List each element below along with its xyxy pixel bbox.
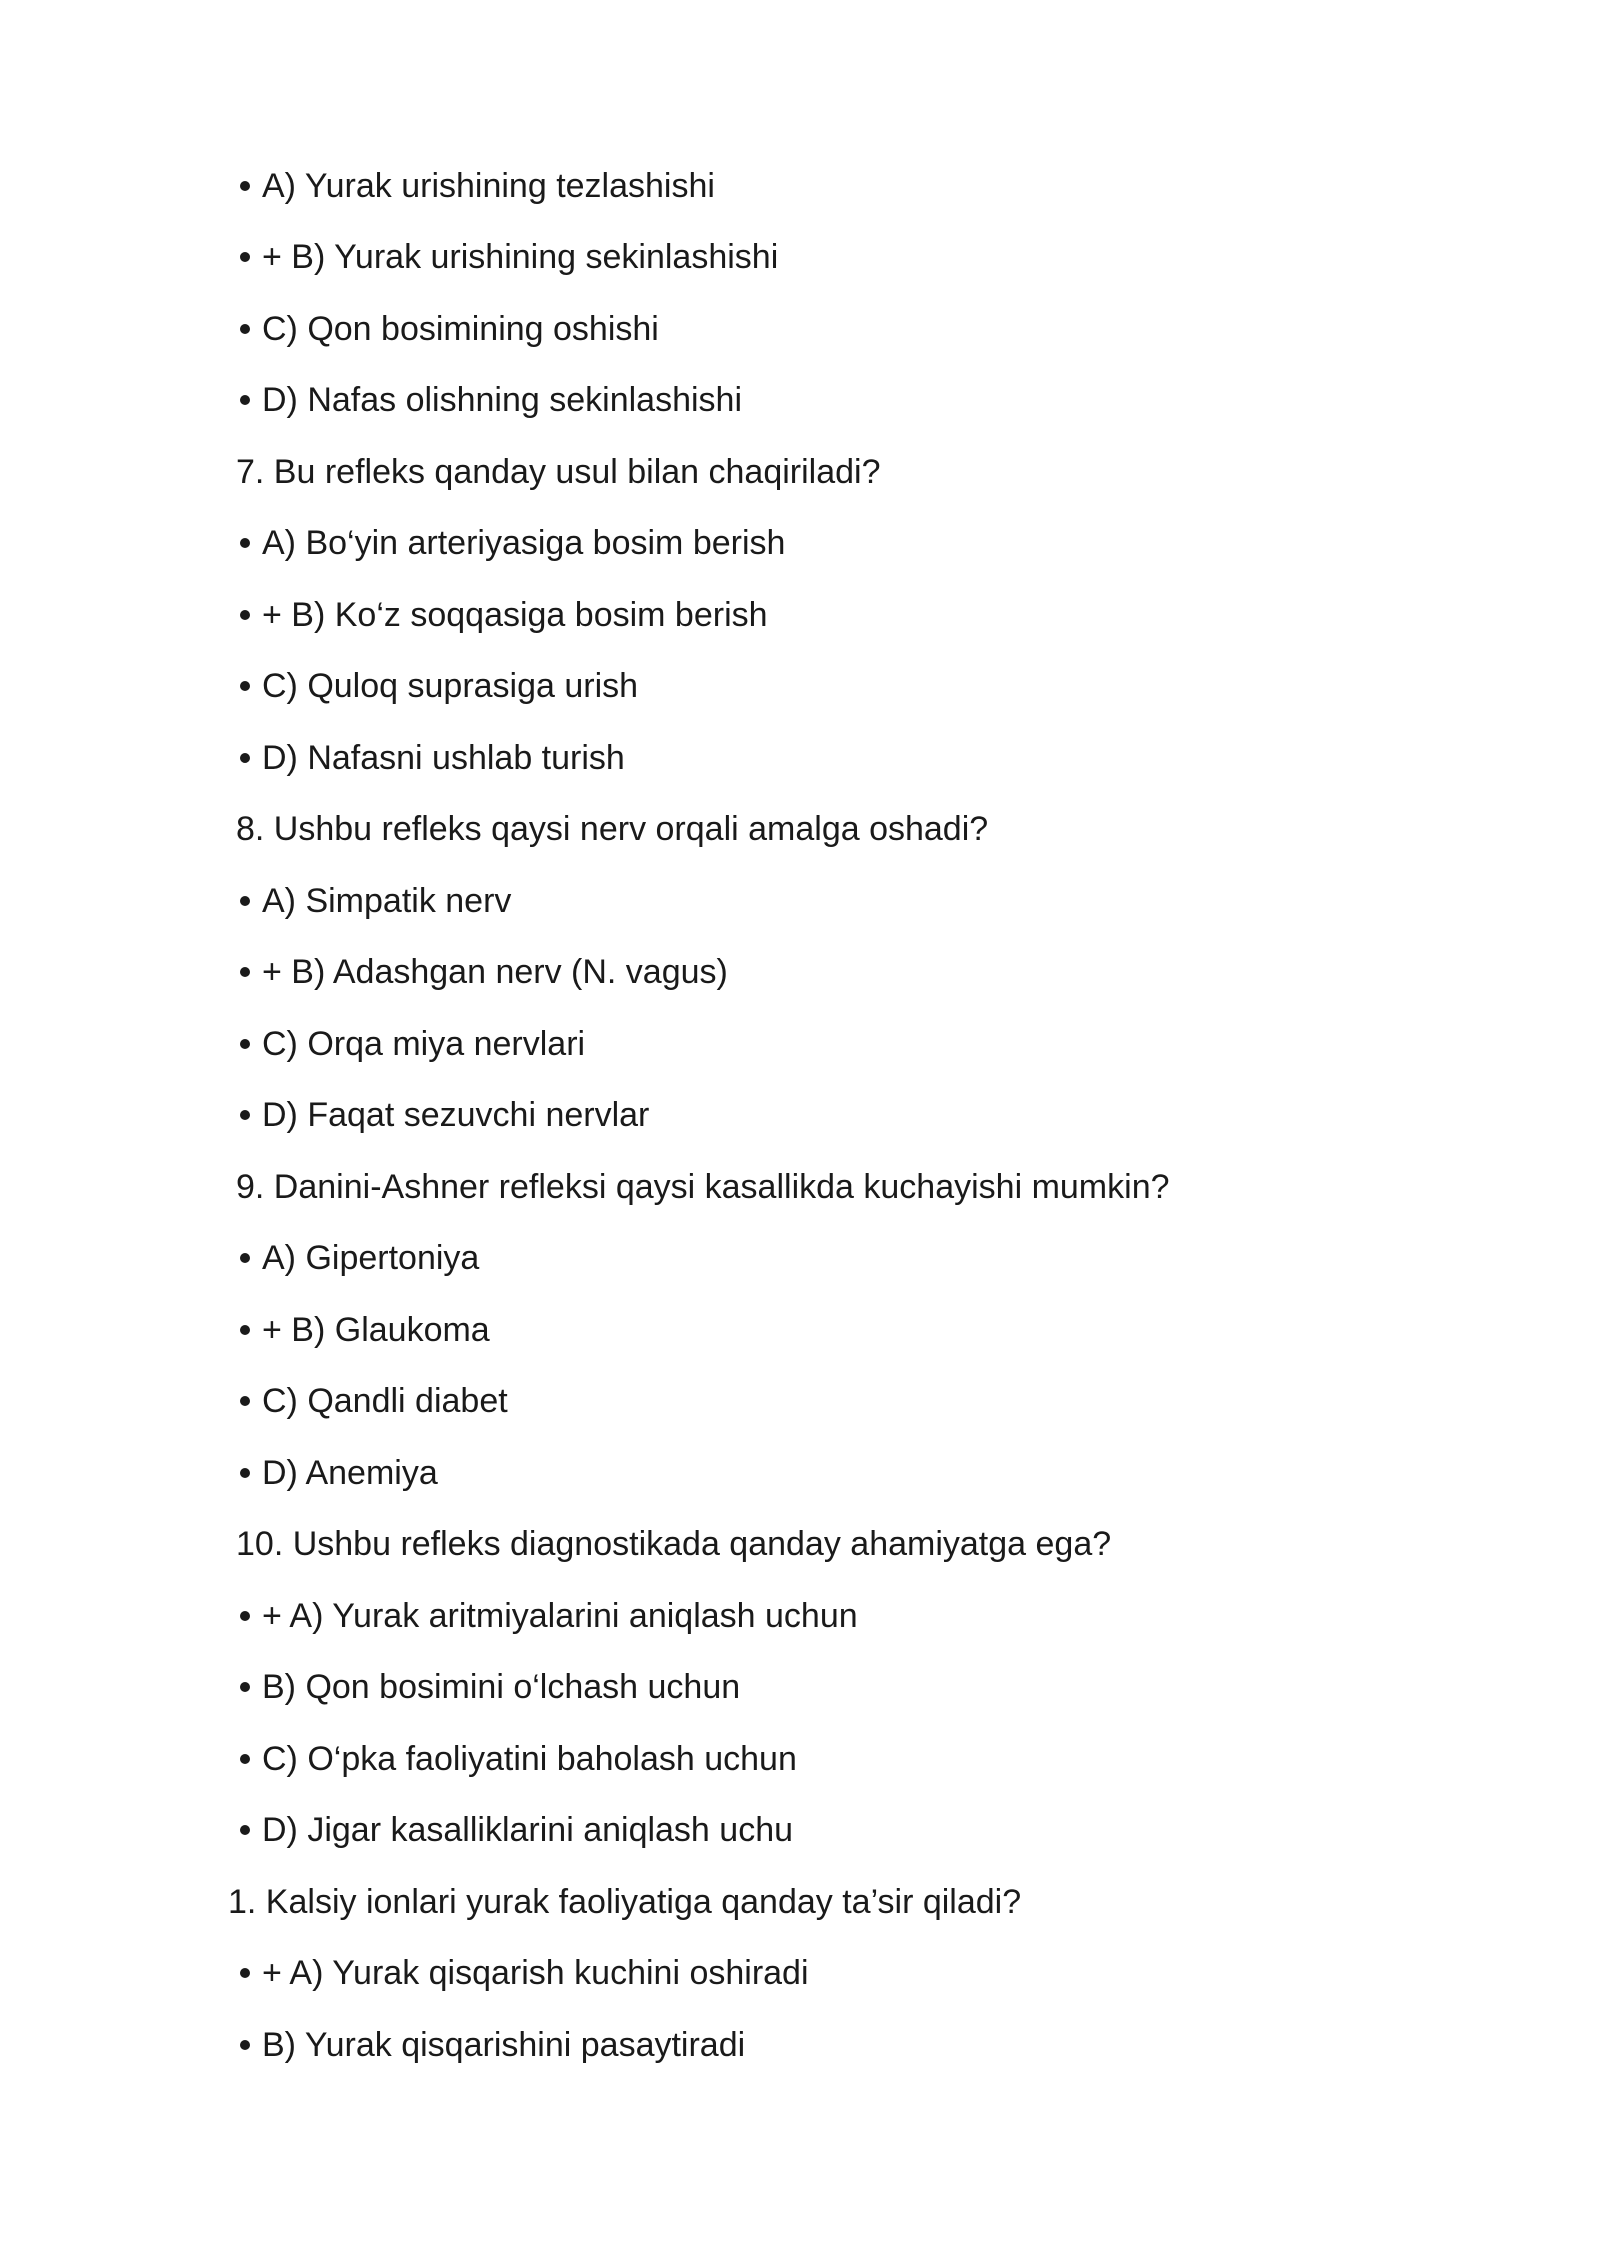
list-item [236,937,1436,1009]
list-item [236,1080,1436,1152]
list-item [236,1795,1436,1867]
bullet-icon [240,1968,250,1978]
bullet-icon [240,1611,250,1621]
option-text: + A) Yurak qisqarish kuchini oshiradi [262,1954,809,1993]
option-text: + B) Glaukoma [262,1310,490,1349]
bullet-icon [240,1754,250,1764]
list-item [236,1223,1436,1295]
bullet-icon [240,324,250,334]
list-item [236,1723,1436,1795]
option-text: D) Nafasni ushlab turish [262,738,625,777]
list-item [236,1366,1436,1438]
list-item [236,1294,1436,1366]
question-text: 8. Ushbu refleks qaysi nerv orqali amalga oshadi? [236,810,989,849]
bullet-icon [240,181,250,191]
list-item [236,579,1436,651]
bullet-icon [240,2040,250,2050]
option-text: + B) Yurak urishining sekinlashishi [262,238,779,277]
bullet-icon [240,252,250,262]
option-text: C) Quloq suprasiga urish [262,667,639,706]
option-text: C) Orqa miya nervlari [262,1024,586,1063]
bullet-icon [240,1468,250,1478]
question-line [236,1509,1436,1581]
option-text: D) Anemiya [262,1453,438,1492]
option-text: D) Faqat sezuvchi nervlar [262,1096,650,1135]
option-text: C) Qandli diabet [262,1382,508,1421]
bullet-icon [240,896,250,906]
list-item [236,293,1436,365]
bullet-icon [240,681,250,691]
option-text: B) Qon bosimini o‘lchash uchun [262,1668,741,1707]
option-text: A) Simpatik nerv [262,881,512,920]
bullet-icon [240,1253,250,1263]
list-item [236,150,1436,222]
bullet-icon [240,1325,250,1335]
bullet-icon [240,1825,250,1835]
list-item [236,1652,1436,1724]
option-text: + B) Ko‘z soqqasiga bosim berish [262,595,768,634]
bullet-icon [240,753,250,763]
list-item [236,722,1436,794]
list-item [236,651,1436,723]
option-text: + A) Yurak aritmiyalarini aniqlash uchun [262,1596,858,1635]
question-line [236,794,1436,866]
bullet-icon [240,1682,250,1692]
bullet-icon [240,1110,250,1120]
option-text: A) Yurak urishining tezlashishi [262,166,715,205]
option-text: D) Nafas olishning sekinlashishi [262,381,743,420]
question-text: 9. Danini-Ashner refleksi qaysi kasallikda kuchayishi mumkin? [236,1167,1170,1206]
bullet-icon [240,1039,250,1049]
list-item [236,1437,1436,1509]
question-text: 1. Kalsiy ionlari yurak faoliyatiga qanday ta’sir qiladi? [228,1882,1022,1921]
option-text: B) Yurak qisqarishini pasaytiradi [262,2025,746,2064]
option-text: A) Gipertoniya [262,1239,480,1278]
list-item [236,1580,1436,1652]
list-item [236,365,1436,437]
list-item [236,1008,1436,1080]
list-item [236,222,1436,294]
list-item [236,865,1436,937]
option-text: D) Jigar kasalliklarini aniqlash uchu [262,1811,794,1850]
bullet-icon [240,1396,250,1406]
bullet-icon [240,538,250,548]
question-text: 10. Ushbu refleks diagnostikada qanday ahamiyatga ega? [236,1525,1112,1564]
list-item [236,508,1436,580]
question-line [236,436,1436,508]
option-text: C) Qon bosimining oshishi [262,309,659,348]
bullet-icon [240,395,250,405]
list-item [236,2009,1436,2081]
question-text: 7. Bu refleks qanday usul bilan chaqiriladi? [236,452,881,491]
question-line [228,1866,1436,1938]
quiz-lines [228,150,1436,2081]
option-text: C) O‘pka faoliyatini baholash uchun [262,1739,797,1778]
list-item [236,1938,1436,2010]
bullet-icon [240,967,250,977]
option-text: A) Bo‘yin arteriyasiga bosim berish [262,524,786,563]
bullet-icon [240,610,250,620]
question-line [236,1151,1436,1223]
option-text: + B) Adashgan nerv (N. vagus) [262,953,728,992]
